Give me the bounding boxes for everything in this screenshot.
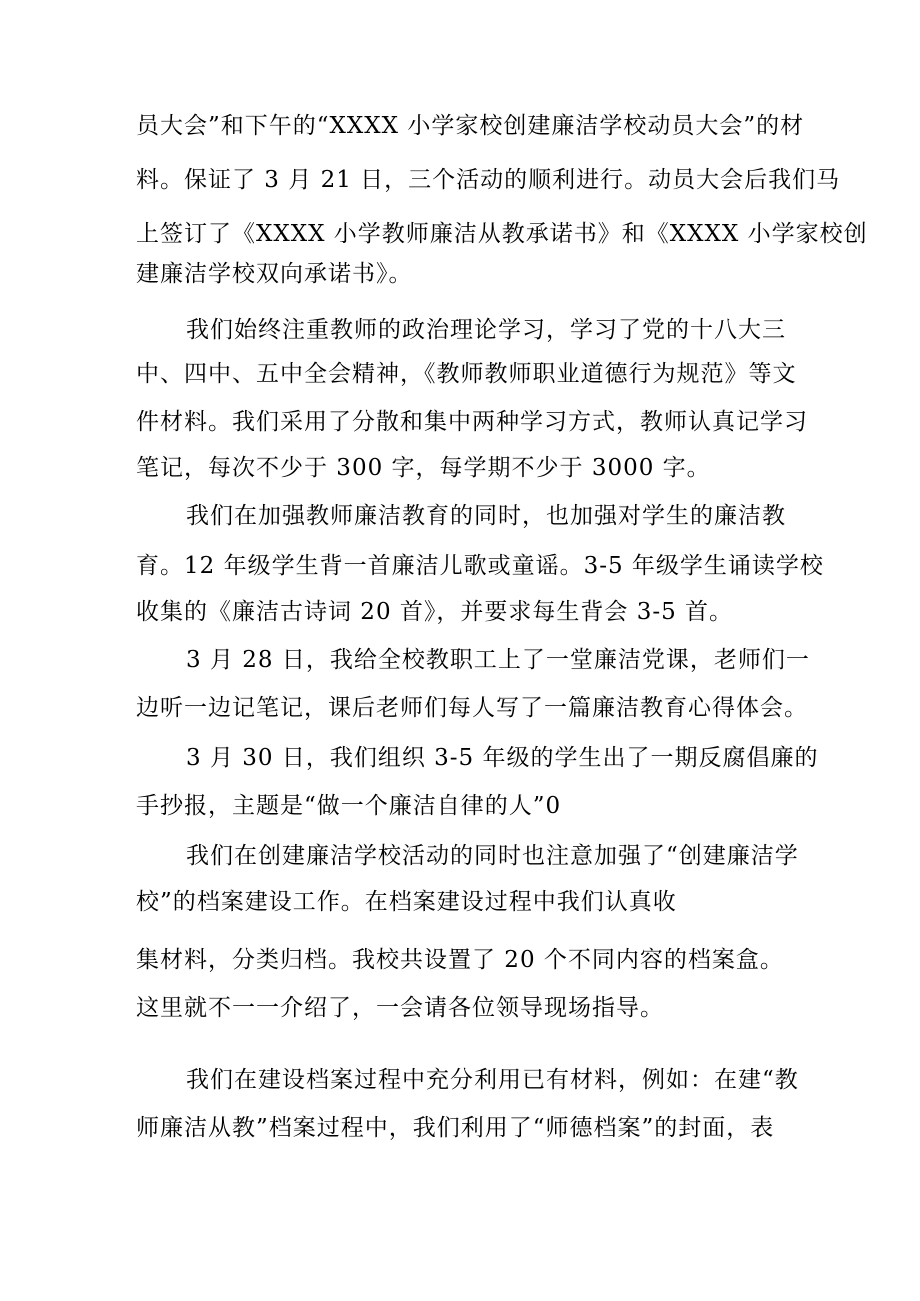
text-line: 员大会”和下午的“XXXX 小学家校创建廉洁学校动员大会”的材 — [136, 113, 805, 139]
text-line: 3 月 30 日，我们组织 3-5 年级的学生出了一期反腐倡廉的 — [186, 745, 819, 771]
text-line: 我们在创建廉洁学校活动的同时也注意加强了“创建廉洁学 — [186, 843, 799, 869]
text-line: 建廉洁学校双向承诺书》。 — [136, 261, 413, 287]
text-line: 手抄报，主题是“做一个廉洁自律的人”0 — [136, 793, 562, 819]
text-line: 育。12 年级学生背一首廉洁儿歌或童谣。3-5 年级学生诵读学校 — [136, 553, 824, 579]
text-line: 边听一边记笔记，课后老师们每人写了一篇廉洁教育心得体会。 — [136, 695, 808, 721]
text-line: 这里就不一一介绍了，一会请各位领导现场指导。 — [136, 995, 664, 1021]
text-line: 3 月 28 日，我给全校教职工上了一堂廉洁党课，老师们一 — [186, 647, 810, 673]
text-line: 中、四中、五中全会精神，《教师教师职业道德行为规范》等文 — [136, 361, 797, 387]
text-line: 笔记，每次不少于 300 字，每学期不少于 3000 字。 — [136, 455, 711, 481]
text-line: 我们在加强教师廉洁教育的同时，也加强对学生的廉洁教 — [186, 503, 786, 529]
text-line: 收集的《廉洁古诗词 20 首》，并要求每生背会 3-5 首。 — [136, 599, 734, 625]
text-line: 料。保证了 3 月 21 日，三个活动的顺利进行。动员大会后我们马 — [136, 167, 841, 193]
text-line: 我们在建设档案过程中充分利用已有材料，例如：在建“教 — [186, 1067, 799, 1093]
text-line: 我们始终注重教师的政治理论学习，学习了党的十八大三 — [186, 317, 786, 343]
text-line: 师廉洁从教”档案过程中，我们利用了“师德档案”的封面，表 — [136, 1115, 775, 1141]
text-line: 集材料，分类归档。我校共设置了 20 个不同内容的档案盒。 — [136, 947, 784, 973]
text-line: 上签订了《XXXX 小学教师廉洁从教承诺书》和《XXXX 小学家校创 — [136, 221, 868, 247]
text-line: 件材料。我们采用了分散和集中两种学习方式，教师认真记学习 — [136, 409, 808, 435]
text-line: 校”的档案建设工作。在档案建设过程中我们认真收 — [136, 889, 677, 915]
